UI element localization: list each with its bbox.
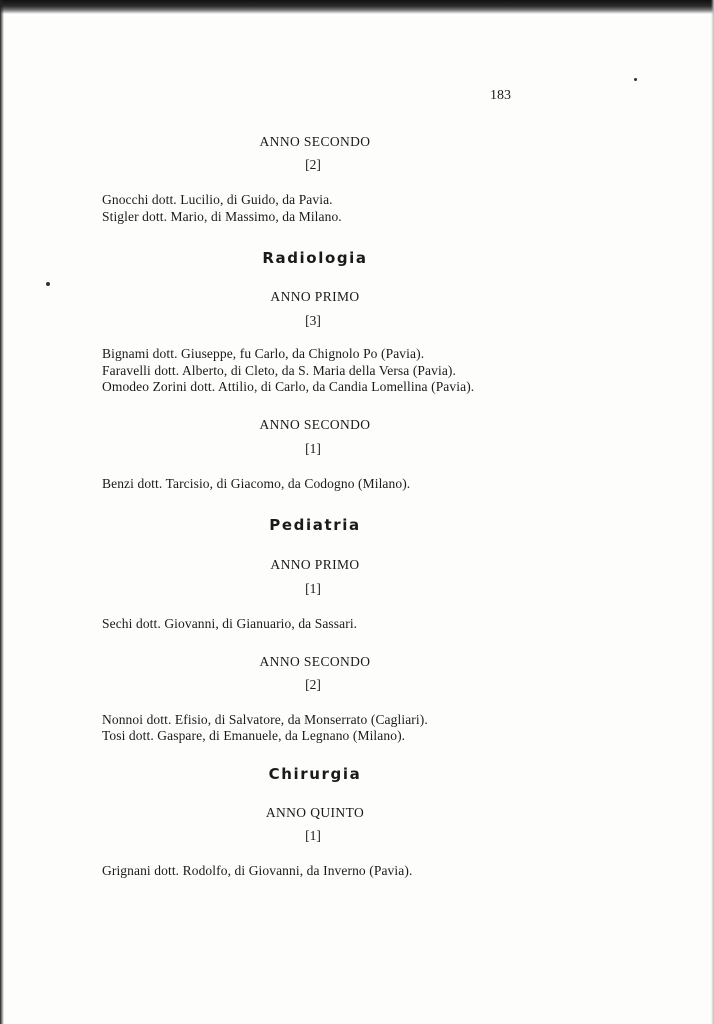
entry-count: [1]: [305, 581, 321, 596]
list-item: Grignani dott. Rodolfo, di Giovanni, da Inverno (Pavia).: [102, 863, 413, 878]
year-heading: ANNO PRIMO: [270, 289, 360, 304]
section-title-chirurgia: Chirurgia: [268, 765, 362, 783]
scan-edge-left: [0, 0, 4, 1024]
list-item: Nonnoi dott. Efisio, di Salvatore, da Monserrato (Cagliari).: [102, 712, 428, 727]
list-item: Stigler dott. Mario, di Massimo, da Milano.: [102, 209, 342, 224]
section-title-pediatria: Pediatria: [269, 516, 361, 534]
list-item: Sechi dott. Giovanni, di Gianuario, da Sassari.: [102, 616, 358, 631]
entry-count: [3]: [305, 313, 321, 328]
year-heading: ANNO QUINTO: [265, 805, 365, 820]
scan-edge-top: [0, 0, 714, 14]
entry-count: [1]: [305, 828, 321, 843]
entry-count: [2]: [305, 677, 321, 692]
year-heading: ANNO SECONDO: [259, 654, 371, 669]
page-number: 183: [490, 88, 511, 103]
scan-speck: [46, 282, 50, 286]
year-heading: ANNO SECONDO: [259, 134, 371, 149]
year-heading: ANNO PRIMO: [270, 557, 360, 572]
list-item: Omodeo Zorini dott. Attilio, di Carlo, da Candia Lomellina (Pavia).: [102, 379, 475, 394]
entry-count: [2]: [305, 157, 321, 172]
entry-count: [1]: [305, 441, 321, 456]
list-item: Faravelli dott. Alberto, di Cleto, da S. Maria della Versa (Pavia).: [102, 363, 456, 378]
list-item: Tosi dott. Gaspare, di Emanuele, da Legnano (Milano).: [102, 728, 406, 743]
year-heading: ANNO SECONDO: [259, 417, 371, 432]
list-item: Benzi dott. Tarcisio, di Giacomo, da Codogno (Milano).: [102, 476, 411, 491]
section-title-radiologia: Radiologia: [262, 249, 368, 267]
scan-speck: [634, 78, 637, 81]
list-item: Bignami dott. Giuseppe, fu Carlo, da Chignolo Po (Pavia).: [102, 346, 425, 361]
list-item: Gnocchi dott. Lucilio, di Guido, da Pavia.: [102, 192, 333, 207]
